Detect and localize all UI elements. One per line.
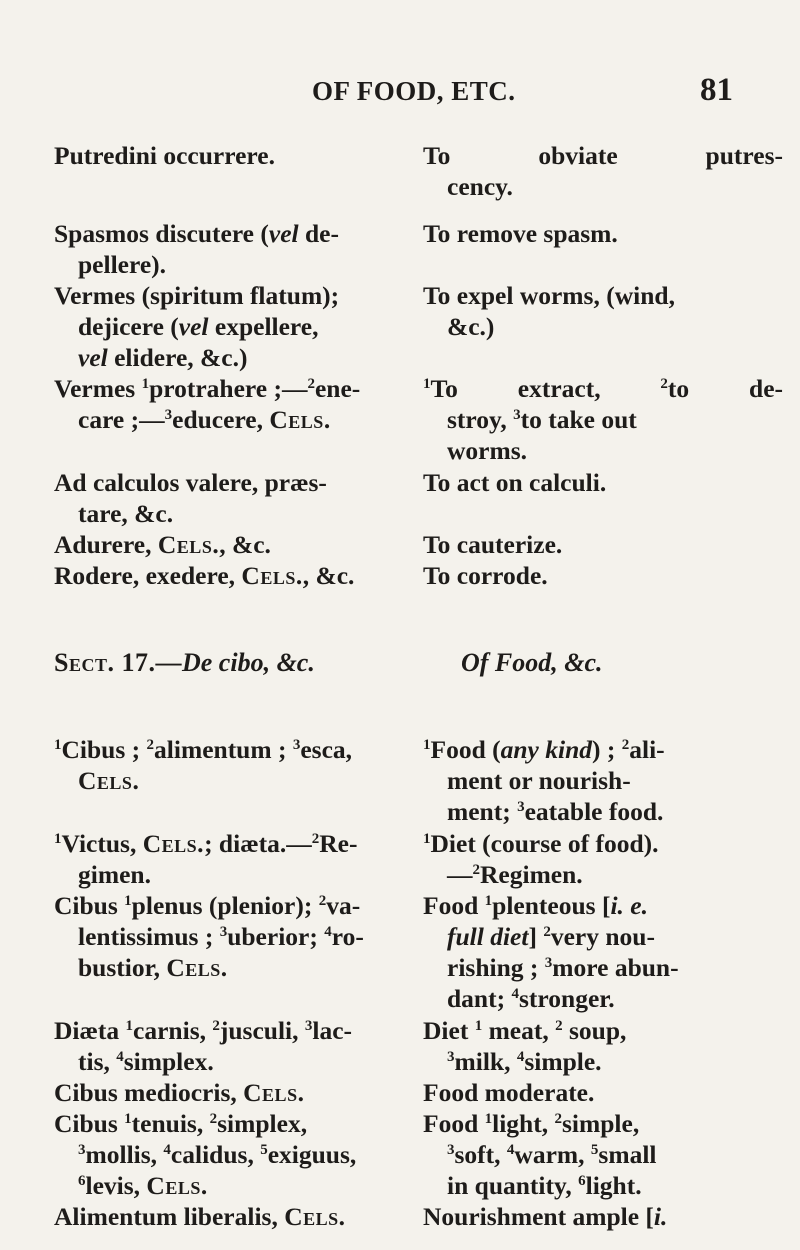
- english-entry: To corrode.: [423, 561, 548, 590]
- english-entry: To remove spasm.: [423, 219, 618, 248]
- english-entry: To act on calculi.: [423, 468, 607, 497]
- page-header: [0, 72, 800, 112]
- english-entry: $^1$Diet (course of food). —$^2$Regimen.: [423, 829, 659, 889]
- english-entry: To cauterize.: [423, 530, 563, 559]
- latin-entry: Cibus mediocris, Cels.: [54, 1078, 305, 1107]
- latin-entry: Adurere, Cels., &c.: [54, 530, 271, 559]
- latin-entry: $^1$Cibus ; $^2$alimentum ; $^3$esca, Cels.: [54, 735, 353, 795]
- latin-entry: Rodere, exedere, Cels., &c.: [54, 561, 355, 590]
- latin-entry: Cibus $^1$plenus (plenior); $^2$va- lentissimus ; $^3$uberior; $^4$ro- bustior, Cels.: [54, 891, 364, 982]
- english-entry: Diet $^1$ meat, $^2$ soup, $^3$milk, $^4$simple.: [423, 1016, 627, 1076]
- english-entry: Food moderate.: [423, 1078, 595, 1107]
- english-entry: $^1$Food (any kind) ; $^2$ali- ment or nourish- ment; $^3$eatable food.: [423, 735, 665, 826]
- english-entry: Nourishment ample [i.: [423, 1202, 668, 1231]
- english-entry: $^1$To extract, $^2$to de- stroy, $^3$to take out worms.: [423, 374, 783, 465]
- english-entry: Food $^1$plenteous [i. e. full diet] $^2$very nou- rishing ; $^3$more abun- dant; $^4$stronger.: [423, 891, 679, 1013]
- english-section-heading: Of Food, &c.: [461, 648, 603, 677]
- latin-entry: Ad calculos valere, præs- tare, &c.: [54, 468, 327, 528]
- latin-entry: Vermes $^1$protrahere ;—$^2$ene- care ;—$^3$educere, Cels.: [54, 374, 361, 434]
- latin-entry: Spasmos discutere (vel de- pellere).: [54, 219, 339, 279]
- latin-entry: Diæta $^1$carnis, $^2$jusculi, $^3$lac- tis, $^4$simplex.: [54, 1016, 353, 1076]
- latin-entry: Putredini occurrere.: [54, 141, 275, 170]
- latin-entry: Alimentum liberalis, Cels.: [54, 1202, 346, 1231]
- english-entry: To expel worms, (wind, &c.): [423, 281, 675, 341]
- latin-entry: Cibus $^1$tenuis, $^2$simplex, $^3$mollis, $^4$calidus, $^5$exiguus, $^6$levis, Cels.: [54, 1109, 357, 1200]
- latin-section-heading: Sect. 17.—De cibo, &c.: [54, 648, 315, 677]
- english-entry: To obviate putres- cency.: [423, 141, 783, 201]
- english-entry: Food $^1$light, $^2$simple, $^3$soft, $^4$warm, $^5$small in quantity, $^6$light.: [423, 1109, 657, 1200]
- latin-entry: $^1$Victus, Cels.; diæta.—$^2$Re- gimen.: [54, 829, 358, 889]
- latin-entry: Vermes (spiritum flatum); dejicere (vel expellere, vel elidere, &c.): [54, 281, 340, 372]
- running-title: OF FOOD, ETC.: [312, 76, 516, 106]
- page-number: 81: [700, 72, 733, 108]
